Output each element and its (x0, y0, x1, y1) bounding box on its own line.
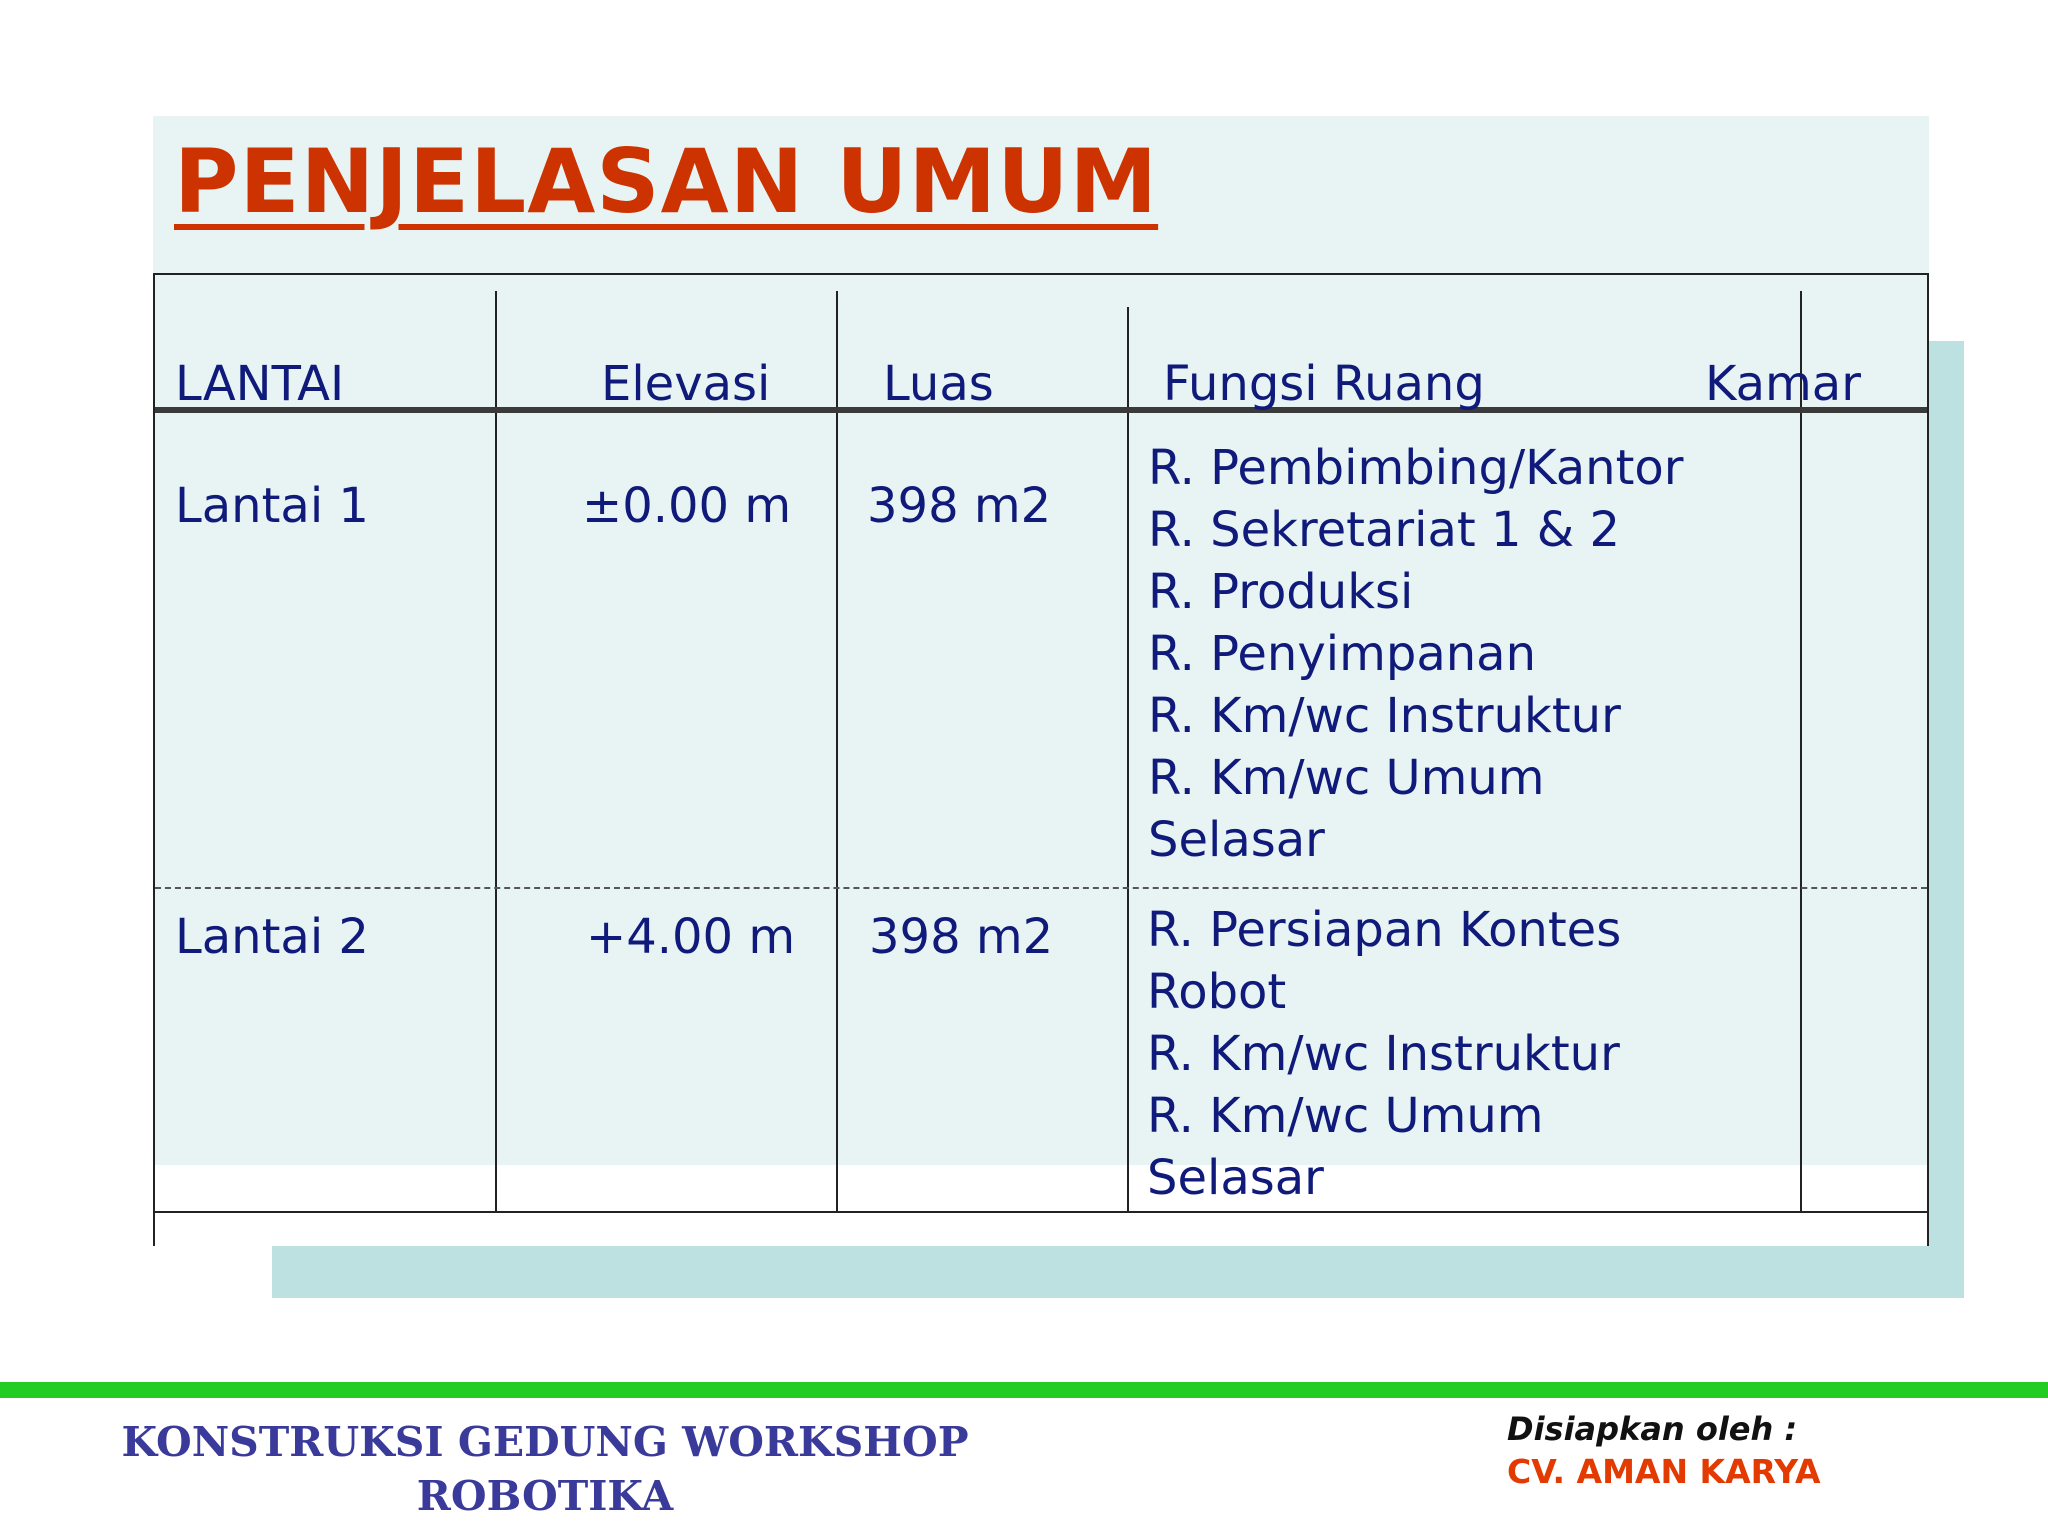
fungsi-item: R. Km/wc Umum (1148, 750, 1545, 806)
column-divider (1127, 307, 1129, 1211)
fungsi-item: R. Km/wc Umum (1147, 1088, 1544, 1144)
fungsi-item: R. Pembimbing/Kantor (1148, 440, 1684, 496)
fungsi-item: Robot (1147, 964, 1287, 1020)
table-bottom-line (155, 1211, 1927, 1213)
fungsi-item: R. Km/wc Instruktur (1148, 688, 1621, 744)
fungsi-item: R. Penyimpanan (1148, 626, 1536, 682)
row1-lantai: Lantai 1 (175, 478, 369, 534)
fungsi-item: R. Produksi (1148, 564, 1414, 620)
column-divider (1800, 291, 1802, 1211)
header-fungsi-ruang: Fungsi Ruang (1163, 356, 1485, 412)
row1-luas: 398 m2 (867, 478, 1052, 534)
row2-lantai: Lantai 2 (175, 909, 369, 965)
table-bottom-strip (155, 1165, 1927, 1246)
row1-elevasi: ±0.00 m (582, 478, 792, 534)
header-separator (155, 407, 1927, 413)
row-separator (155, 887, 1927, 889)
fungsi-item: R. Sekretariat 1 & 2 (1148, 502, 1620, 558)
project-title (120, 1415, 970, 1523)
column-divider (495, 291, 497, 1211)
row2-elevasi: +4.00 m (586, 909, 796, 965)
slide-title: PENJELASAN UMUM (174, 130, 1159, 233)
fungsi-item: R. Persiapan Kontes (1147, 902, 1622, 958)
company-name: CV. AMAN KARYA (1507, 1452, 1821, 1491)
fungsi-item: R. Km/wc Instruktur (1147, 1026, 1620, 1082)
project-title-line2: ROBOTIKA (416, 1472, 674, 1520)
header-kamar: Kamar (1705, 356, 1861, 412)
row2-luas: 398 m2 (869, 909, 1054, 965)
row2-fungsi-list (1147, 899, 1621, 1209)
header-lantai: LANTAI (175, 356, 345, 412)
prepared-by-label: Disiapkan oleh : (1507, 1410, 1798, 1448)
header-luas: Luas (883, 356, 994, 412)
info-table (153, 273, 1929, 1246)
project-title-line1: KONSTRUKSI GEDUNG WORKSHOP (121, 1418, 969, 1466)
column-divider (836, 291, 838, 1211)
fungsi-item: Selasar (1148, 812, 1325, 868)
header-elevasi: Elevasi (601, 356, 771, 412)
footer-bar (0, 1382, 2048, 1398)
fungsi-item: Selasar (1147, 1150, 1324, 1206)
row1-fungsi-list (1148, 437, 1684, 871)
